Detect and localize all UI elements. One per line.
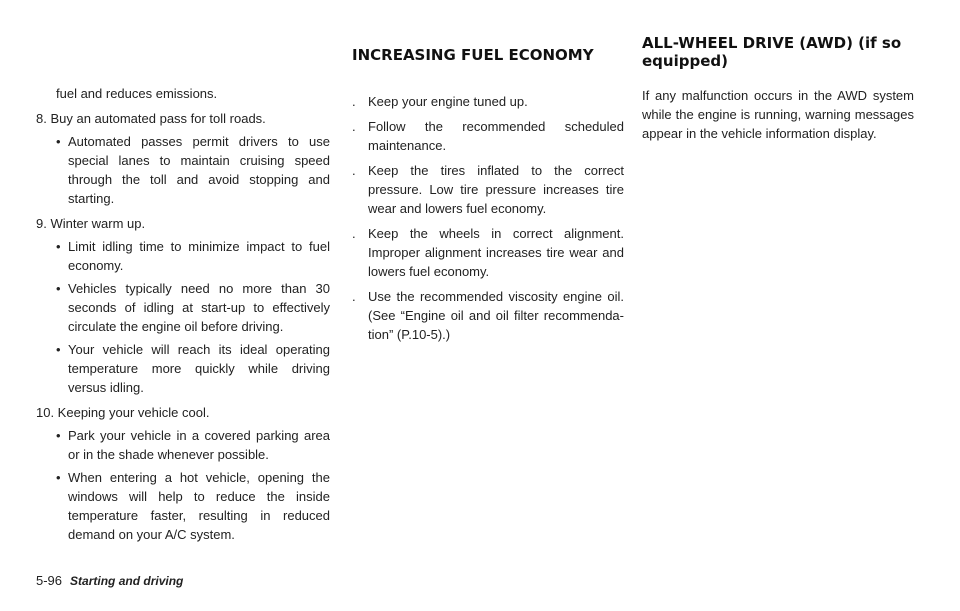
- bullet-icon: •: [56, 470, 61, 485]
- list-item: . Use the recommended viscosity engine oil. (See “Engine oil and oil filter recommenda-tion” (P.10-5).): [352, 289, 624, 342]
- list-item-10: [36, 403, 330, 544]
- bullet-icon: •: [56, 342, 61, 357]
- page-number: 5-96: [36, 573, 63, 588]
- bullet-item: • Vehicles typically need no more than 30 seconds of idling at start-up to effectively circulate the engine oil before driving.: [56, 281, 330, 334]
- list-item-label: 9. Winter warm up.: [36, 216, 146, 231]
- bullet-icon: •: [56, 239, 61, 254]
- list-item: . Keep your engine tuned up.: [352, 94, 528, 109]
- list-item: . Follow the recommended scheduled maintenance.: [352, 119, 624, 153]
- section-heading-fuel-economy: INCREASING FUEL ECONOMY: [352, 46, 594, 64]
- dot-icon: .: [352, 226, 356, 241]
- page-footer: [36, 573, 183, 588]
- bullet-item: • When entering a hot vehicle, opening the windows will help to reduce the inside temperature faster, resulting in reduced demand on your A/C system.: [56, 470, 330, 542]
- bullet-item: • Limit idling time to minimize impact to fuel economy.: [56, 239, 330, 273]
- dot-icon: .: [352, 94, 356, 109]
- dot-icon: .: [352, 119, 356, 134]
- continuation-text: fuel and reduces emissions.: [56, 86, 218, 101]
- list-item: . Keep the wheels in correct alignment. Improper alignment increases tire wear and lowers fuel economy.: [352, 226, 624, 279]
- bullet-item: • Park your vehicle in a covered parking area or in the shade whenever possible.: [56, 428, 330, 462]
- list-item-label: 10. Keeping your vehicle cool.: [36, 405, 210, 420]
- bullet-icon: •: [56, 428, 61, 443]
- awd-body: [642, 86, 914, 143]
- left-column: [36, 84, 330, 544]
- dot-icon: .: [352, 163, 356, 178]
- awd-paragraph: If any malfunction occurs in the AWD system while the engine is running, warning messages appear in the vehicle information display.: [642, 88, 914, 141]
- bullet-item: • Automated passes permit drivers to use special lanes to maintain cruising speed through the toll and avoid stopping and starting.: [56, 134, 330, 206]
- section-title: Starting and driving: [70, 574, 184, 588]
- bullet-icon: •: [56, 134, 61, 149]
- section-heading-awd: ALL-WHEEL DRIVE (AWD) (if so equipped): [642, 34, 902, 70]
- list-item: . Keep the tires inflated to the correct pressure. Low tire pressure increases tire wear and lowers fuel economy.: [352, 163, 624, 216]
- list-item-8: [36, 109, 330, 208]
- bullet-icon: •: [56, 281, 61, 296]
- list-item-label: 8. Buy an automated pass for toll roads.: [36, 111, 266, 126]
- bullet-item: • Your vehicle will reach its ideal operating temperature more quickly while driving versus idling.: [56, 342, 330, 395]
- fuel-economy-list: [352, 86, 624, 344]
- dot-icon: .: [352, 289, 356, 304]
- list-item-9: [36, 214, 330, 397]
